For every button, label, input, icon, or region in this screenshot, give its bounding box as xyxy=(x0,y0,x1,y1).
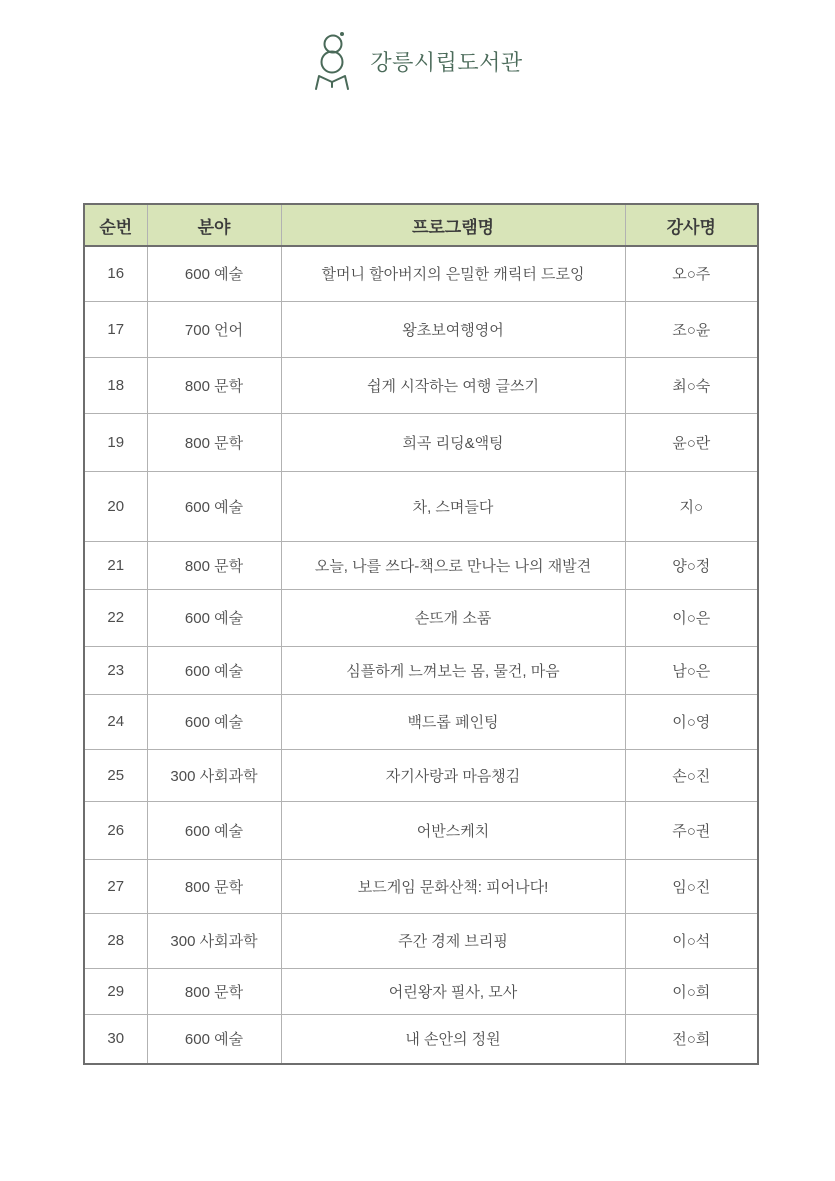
col-header-program: 프로그램명 xyxy=(281,204,625,246)
cell-no: 22 xyxy=(84,589,147,646)
cell-program: 오늘, 나를 쓰다-책으로 만나는 나의 재발견 xyxy=(281,541,625,589)
cell-no: 16 xyxy=(84,246,147,301)
cell-instructor: 손○진 xyxy=(625,749,758,801)
table-row xyxy=(84,541,758,589)
table-row xyxy=(84,801,758,859)
cell-no: 23 xyxy=(84,646,147,694)
cell-no: 21 xyxy=(84,541,147,589)
cell-no: 28 xyxy=(84,913,147,968)
table-row xyxy=(84,968,758,1014)
cell-instructor: 임○진 xyxy=(625,859,758,913)
cell-no: 17 xyxy=(84,301,147,357)
cell-instructor: 조○윤 xyxy=(625,301,758,357)
cell-program: 자기사랑과 마음챙김 xyxy=(281,749,625,801)
cell-field: 800 문학 xyxy=(147,357,281,413)
cell-instructor: 윤○란 xyxy=(625,413,758,471)
cell-no: 24 xyxy=(84,694,147,749)
table-row xyxy=(84,246,758,301)
cell-no: 30 xyxy=(84,1014,147,1064)
cell-program: 희곡 리딩&액팅 xyxy=(281,413,625,471)
cell-field: 600 예술 xyxy=(147,589,281,646)
cell-no: 19 xyxy=(84,413,147,471)
cell-field: 800 문학 xyxy=(147,413,281,471)
cell-no: 25 xyxy=(84,749,147,801)
cell-no: 29 xyxy=(84,968,147,1014)
cell-field: 800 문학 xyxy=(147,541,281,589)
cell-program: 왕초보여행영어 xyxy=(281,301,625,357)
table-row xyxy=(84,646,758,694)
library-logo-text: 강릉시립도서관 xyxy=(370,49,523,75)
cell-instructor: 전○희 xyxy=(625,1014,758,1064)
cell-instructor: 최○숙 xyxy=(625,357,758,413)
cell-instructor: 남○은 xyxy=(625,646,758,694)
cell-instructor: 이○영 xyxy=(625,694,758,749)
cell-field: 600 예술 xyxy=(147,646,281,694)
cell-instructor: 양○정 xyxy=(625,541,758,589)
cell-field: 700 언어 xyxy=(147,301,281,357)
cell-instructor: 이○은 xyxy=(625,589,758,646)
table-row xyxy=(84,301,758,357)
cell-no: 27 xyxy=(84,859,147,913)
table-row xyxy=(84,413,758,471)
cell-instructor: 이○석 xyxy=(625,913,758,968)
cell-program: 보드게임 문화산책: 피어나다! xyxy=(281,859,625,913)
cell-program: 주간 경제 브리핑 xyxy=(281,913,625,968)
cell-instructor: 지○ xyxy=(625,471,758,541)
col-header-instructor: 강사명 xyxy=(625,204,758,246)
cell-program: 할머니 할아버지의 은밀한 캐릭터 드로잉 xyxy=(281,246,625,301)
cell-field: 300 사회과학 xyxy=(147,749,281,801)
library-logo xyxy=(0,30,835,92)
cell-field: 300 사회과학 xyxy=(147,913,281,968)
cell-field: 600 예술 xyxy=(147,694,281,749)
table-row xyxy=(84,694,758,749)
table-row xyxy=(84,859,758,913)
cell-field: 600 예술 xyxy=(147,801,281,859)
table-row xyxy=(84,1014,758,1064)
cell-program: 쉽게 시작하는 여행 글쓰기 xyxy=(281,357,625,413)
table-row xyxy=(84,357,758,413)
col-header-no: 순번 xyxy=(84,204,147,246)
cell-field: 600 예술 xyxy=(147,246,281,301)
col-header-field: 분야 xyxy=(147,204,281,246)
table-header-row xyxy=(84,204,758,246)
cell-program: 손뜨개 소품 xyxy=(281,589,625,646)
cell-program: 심플하게 느껴보는 몸, 물건, 마음 xyxy=(281,646,625,694)
table-row xyxy=(84,913,758,968)
cell-no: 18 xyxy=(84,357,147,413)
cell-program: 어린왕자 필사, 모사 xyxy=(281,968,625,1014)
cell-field: 800 문학 xyxy=(147,968,281,1014)
cell-program: 어반스케치 xyxy=(281,801,625,859)
cell-program: 백드롭 페인팅 xyxy=(281,694,625,749)
cell-program: 내 손안의 정원 xyxy=(281,1014,625,1064)
reading-person-icon xyxy=(312,30,358,92)
cell-program: 차, 스며들다 xyxy=(281,471,625,541)
cell-instructor: 이○희 xyxy=(625,968,758,1014)
cell-instructor: 주○권 xyxy=(625,801,758,859)
cell-no: 20 xyxy=(84,471,147,541)
table-row xyxy=(84,471,758,541)
table-row xyxy=(84,749,758,801)
cell-instructor: 오○주 xyxy=(625,246,758,301)
cell-field: 600 예술 xyxy=(147,471,281,541)
table-row xyxy=(84,589,758,646)
cell-no: 26 xyxy=(84,801,147,859)
cell-field: 600 예술 xyxy=(147,1014,281,1064)
program-table xyxy=(83,203,759,1065)
cell-field: 800 문학 xyxy=(147,859,281,913)
